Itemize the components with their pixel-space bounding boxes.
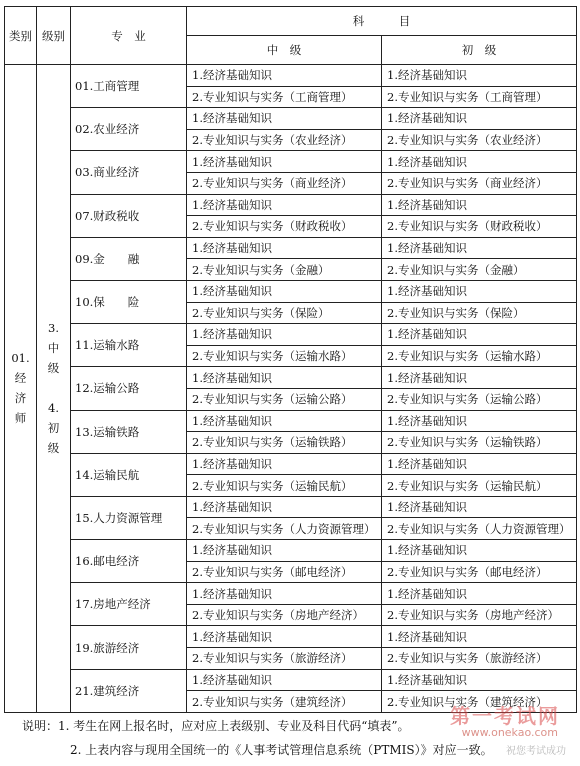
table-row <box>5 194 577 216</box>
category-char: 济 <box>14 391 27 406</box>
primary-subject-cell: 2.专业知识与实务（工商管理） <box>382 86 577 108</box>
specialty-cell: 01.工商管理 <box>71 65 187 108</box>
specialty-cell: 14.运输民航 <box>71 453 187 496</box>
specialty-cell: 19.旅游经济 <box>71 626 187 669</box>
specialty-cell: 11.运输水路 <box>71 324 187 367</box>
table-row <box>5 367 577 389</box>
level-char: 初 <box>47 421 60 436</box>
header-intermediate: 中 级 <box>187 36 382 65</box>
table-row <box>5 237 577 259</box>
watermark-slogan: 祝您考试成功 <box>506 746 566 757</box>
primary-subject-cell: 1.经济基础知识 <box>382 496 577 518</box>
category-char: 01. <box>11 351 30 366</box>
intermediate-subject-cell: 2.专业知识与实务（财政税收） <box>187 216 382 238</box>
watermark <box>424 700 574 760</box>
intermediate-subject-cell: 2.专业知识与实务（人力资源管理） <box>187 518 382 540</box>
primary-subject-cell: 2.专业知识与实务（房地产经济） <box>382 604 577 626</box>
primary-subject-cell: 2.专业知识与实务（商业经济） <box>382 172 577 194</box>
intermediate-subject-cell: 1.经济基础知识 <box>187 194 382 216</box>
table-row <box>5 280 577 302</box>
primary-subject-cell: 1.经济基础知识 <box>382 669 577 691</box>
primary-subject-cell: 1.经济基础知识 <box>382 583 577 605</box>
primary-subject-cell: 1.经济基础知识 <box>382 324 577 346</box>
intermediate-subject-cell: 1.经济基础知识 <box>187 367 382 389</box>
intermediate-subject-cell: 1.经济基础知识 <box>187 453 382 475</box>
table-row <box>5 151 577 173</box>
level-char: 中 <box>47 341 60 356</box>
specialty-cell: 17.房地产经济 <box>71 583 187 626</box>
specialty-cell: 13.运输铁路 <box>71 410 187 453</box>
intermediate-subject-cell: 2.专业知识与实务（运输铁路） <box>187 432 382 454</box>
primary-subject-cell: 2.专业知识与实务（旅游经济） <box>382 648 577 670</box>
intermediate-subject-cell: 2.专业知识与实务（农业经济） <box>187 129 382 151</box>
intermediate-subject-cell: 1.经济基础知识 <box>187 669 382 691</box>
primary-subject-cell: 1.经济基础知识 <box>382 237 577 259</box>
primary-subject-cell: 2.专业知识与实务（人力资源管理） <box>382 518 577 540</box>
note-line-1: 说明：1. 考生在网上报名时，应对应上表级别、专业及科目代码“填表”。 <box>22 719 410 733</box>
intermediate-subject-cell: 1.经济基础知识 <box>187 496 382 518</box>
intermediate-subject-cell: 1.经济基础知识 <box>187 280 382 302</box>
intermediate-subject-cell: 2.专业知识与实务（旅游经济） <box>187 648 382 670</box>
primary-subject-cell: 2.专业知识与实务（邮电经济） <box>382 561 577 583</box>
intermediate-subject-cell: 1.经济基础知识 <box>187 626 382 648</box>
specialty-cell: 02.农业经济 <box>71 108 187 151</box>
table-row <box>5 669 577 691</box>
header-category: 类别 <box>5 7 37 65</box>
primary-subject-cell: 1.经济基础知识 <box>382 367 577 389</box>
intermediate-subject-cell: 2.专业知识与实务（运输水路） <box>187 345 382 367</box>
table-row <box>5 108 577 130</box>
category-cell <box>5 65 37 713</box>
level-char <box>37 378 70 398</box>
primary-subject-cell: 1.经济基础知识 <box>382 626 577 648</box>
table-row <box>5 496 577 518</box>
primary-subject-cell: 2.专业知识与实务（金融） <box>382 259 577 281</box>
primary-subject-cell: 2.专业知识与实务（农业经济） <box>382 129 577 151</box>
intermediate-subject-cell: 1.经济基础知识 <box>187 540 382 562</box>
table-row <box>5 324 577 346</box>
intermediate-subject-cell: 1.经济基础知识 <box>187 65 382 87</box>
header-primary: 初 级 <box>382 36 577 65</box>
specialty-cell: 12.运输公路 <box>71 367 187 410</box>
specialty-cell: 16.邮电经济 <box>71 540 187 583</box>
primary-subject-cell: 1.经济基础知识 <box>382 280 577 302</box>
intermediate-subject-cell: 2.专业知识与实务（运输公路） <box>187 388 382 410</box>
primary-subject-cell: 1.经济基础知识 <box>382 540 577 562</box>
intermediate-subject-cell: 2.专业知识与实务（运输民航） <box>187 475 382 497</box>
category-char: 师 <box>14 411 27 426</box>
intermediate-subject-cell: 1.经济基础知识 <box>187 108 382 130</box>
level-char: 3. <box>48 321 59 336</box>
primary-subject-cell: 2.专业知识与实务（运输水路） <box>382 345 577 367</box>
table-row <box>5 410 577 432</box>
specialty-cell: 09.金 融 <box>71 237 187 280</box>
specialty-cell: 07.财政税收 <box>71 194 187 237</box>
primary-subject-cell: 2.专业知识与实务（财政税收） <box>382 216 577 238</box>
primary-subject-cell: 1.经济基础知识 <box>382 194 577 216</box>
table-row <box>5 540 577 562</box>
category-char: 经 <box>14 371 27 386</box>
intermediate-subject-cell: 2.专业知识与实务（工商管理） <box>187 86 382 108</box>
intermediate-subject-cell: 1.经济基础知识 <box>187 324 382 346</box>
intermediate-subject-cell: 2.专业知识与实务（保险） <box>187 302 382 324</box>
intermediate-subject-cell: 2.专业知识与实务（金融） <box>187 259 382 281</box>
primary-subject-cell: 1.经济基础知识 <box>382 65 577 87</box>
primary-subject-cell: 2.专业知识与实务（运输民航） <box>382 475 577 497</box>
intermediate-subject-cell: 2.专业知识与实务（商业经济） <box>187 172 382 194</box>
note-line-2: 2. 上表内容与现用全国统一的《人事考试管理信息系统（PTMIS）》对应一致。 <box>70 743 493 757</box>
level-char: 级 <box>47 441 60 456</box>
intermediate-subject-cell: 1.经济基础知识 <box>187 237 382 259</box>
table-row <box>5 453 577 475</box>
exam-subject-table <box>4 6 577 713</box>
primary-subject-cell: 1.经济基础知识 <box>382 108 577 130</box>
intermediate-subject-cell: 1.经济基础知识 <box>187 410 382 432</box>
primary-subject-cell: 2.专业知识与实务（建筑经济） <box>382 691 577 713</box>
intermediate-subject-cell: 2.专业知识与实务（房地产经济） <box>187 604 382 626</box>
primary-subject-cell: 1.经济基础知识 <box>382 410 577 432</box>
intermediate-subject-cell: 2.专业知识与实务（邮电经济） <box>187 561 382 583</box>
primary-subject-cell: 2.专业知识与实务（运输公路） <box>382 388 577 410</box>
level-char: 级 <box>47 361 60 376</box>
level-char: 4. <box>48 401 59 416</box>
watermark-url: www.onekao.com <box>461 726 558 739</box>
table-row <box>5 583 577 605</box>
intermediate-subject-cell: 1.经济基础知识 <box>187 583 382 605</box>
level-cell <box>37 65 71 713</box>
table-row <box>5 626 577 648</box>
specialty-cell: 03.商业经济 <box>71 151 187 194</box>
specialty-cell: 10.保 险 <box>71 280 187 323</box>
header-level: 级别 <box>37 7 71 65</box>
primary-subject-cell: 2.专业知识与实务（保险） <box>382 302 577 324</box>
primary-subject-cell: 2.专业知识与实务（运输铁路） <box>382 432 577 454</box>
primary-subject-cell: 1.经济基础知识 <box>382 453 577 475</box>
intermediate-subject-cell: 1.经济基础知识 <box>187 151 382 173</box>
header-specialty: 专 业 <box>71 7 187 65</box>
header-subjects: 科 目 <box>187 7 577 36</box>
table-row <box>5 65 577 87</box>
intermediate-subject-cell: 2.专业知识与实务（建筑经济） <box>187 691 382 713</box>
watermark-logo: 第一考试网 <box>450 704 560 728</box>
specialty-cell: 15.人力资源管理 <box>71 496 187 539</box>
specialty-cell: 21.建筑经济 <box>71 669 187 712</box>
primary-subject-cell: 1.经济基础知识 <box>382 151 577 173</box>
